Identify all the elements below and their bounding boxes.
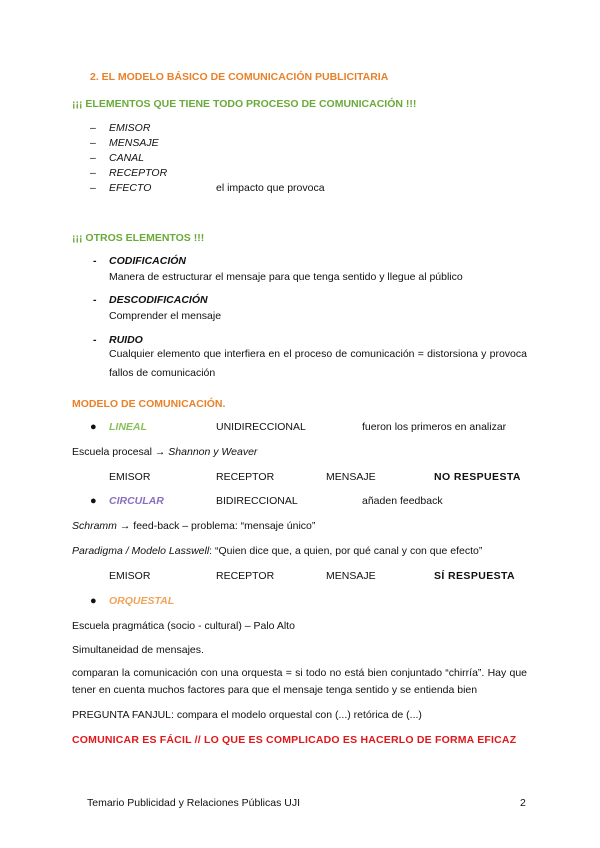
row2-emisor: EMISOR: [109, 570, 151, 582]
elements-heading: ¡¡¡ ELEMENTOS QUE TIENE TODO PROCESO DE COMUNICACIÓN !!!: [72, 98, 417, 110]
schramm-name: Schramm: [72, 520, 117, 532]
element-mensaje: MENSAJE: [109, 137, 159, 149]
simultaneidad-text: Simultaneidad de mensajes.: [72, 644, 204, 656]
row1-mensaje: MENSAJE: [326, 471, 376, 483]
lasswell-name: Paradigma / Modelo Lasswell: [72, 545, 210, 557]
conclusion-text: COMUNICAR ES FÁCIL // LO QUE ES COMPLICADO ES HACERLO DE FORMA EFICAZ: [72, 734, 517, 746]
row1-emisor: EMISOR: [109, 471, 151, 483]
descodificacion-title: DESCODIFICACIÓN: [109, 294, 208, 306]
circular-type: BIDIRECCIONAL: [216, 495, 298, 507]
list-dash: –: [90, 137, 96, 149]
element-receptor: RECEPTOR: [109, 167, 168, 179]
lineal-school: [72, 446, 257, 458]
list-dash: –: [90, 152, 96, 164]
element-canal: CANAL: [109, 152, 145, 164]
model-lineal: LINEAL: [109, 421, 147, 433]
row2-mensaje: MENSAJE: [326, 570, 376, 582]
list-bullet: -: [93, 255, 97, 267]
codificacion-title: CODIFICACIÓN: [109, 255, 186, 267]
schramm-line: [72, 520, 315, 532]
lasswell-line: [72, 545, 482, 557]
orquestal-school: Escuela pragmática (socio - cultural) – Palo Alto: [72, 620, 295, 632]
lasswell-rest: : “Quien dice que, a quien, por qué canal y con que efecto”: [209, 545, 483, 557]
schramm-rest: → feed-back – problema: “mensaje único”: [116, 520, 316, 532]
list-dash: –: [90, 182, 96, 194]
section-heading: 2. EL MODELO BÁSICO DE COMUNICACIÓN PUBLICITARIA: [90, 71, 389, 83]
bullet-dot: ●: [90, 495, 97, 507]
other-elements-heading: ¡¡¡ OTROS ELEMENTOS !!!: [72, 232, 205, 244]
row1-respuesta: NO RESPUESTA: [434, 471, 521, 483]
model-orquestal: ORQUESTAL: [109, 595, 175, 607]
list-dash: –: [90, 122, 96, 134]
row2-respuesta: SÍ RESPUESTA: [434, 570, 516, 582]
element-emisor: EMISOR: [109, 122, 151, 134]
ruido-title: RUIDO: [109, 334, 143, 346]
bullet-dot: ●: [90, 421, 97, 433]
footer-title: Temario Publicidad y Relaciones Públicas UJI: [87, 797, 301, 809]
element-efecto: EFECTO: [109, 182, 152, 194]
element-efecto-note: el impacto que provoca: [216, 182, 325, 194]
page-number: 2: [520, 797, 526, 809]
list-dash: –: [90, 167, 96, 179]
model-heading: MODELO DE COMUNICACIÓN.: [72, 398, 226, 410]
codificacion-desc: Manera de estructurar el mensaje para que tenga sentido y llegue al público: [109, 271, 463, 283]
circular-note: añaden feedback: [362, 495, 443, 507]
lineal-school-prefix: Escuela procesal →: [72, 446, 169, 458]
pregunta-fanjul: PREGUNTA FANJUL: compara el modelo orquestal con (...) retórica de (...): [72, 709, 422, 721]
list-bullet: -: [93, 334, 97, 346]
orquesta-paragraph: comparan la comunicación con una orquesta = si todo no está bien conjuntado “chirría”. Hay que tener en cuenta muchos factores para que el mensaje tenga sentido y se entienda bien: [72, 667, 527, 696]
row1-receptor: RECEPTOR: [216, 471, 275, 483]
lineal-type: UNIDIRECCIONAL: [216, 421, 306, 433]
descodificacion-desc: Comprender el mensaje: [109, 310, 222, 322]
row2-receptor: RECEPTOR: [216, 570, 275, 582]
lineal-note: fueron los primeros en analizar: [362, 421, 507, 433]
lineal-school-names: Shannon y Weaver: [168, 446, 258, 458]
model-circular: CIRCULAR: [109, 495, 164, 507]
ruido-desc: Cualquier elemento que interfiera en el proceso de comunicación = distorsiona y provoca fallos de comunicación: [109, 348, 527, 379]
bullet-dot: ●: [90, 595, 97, 607]
list-bullet: -: [93, 294, 97, 306]
